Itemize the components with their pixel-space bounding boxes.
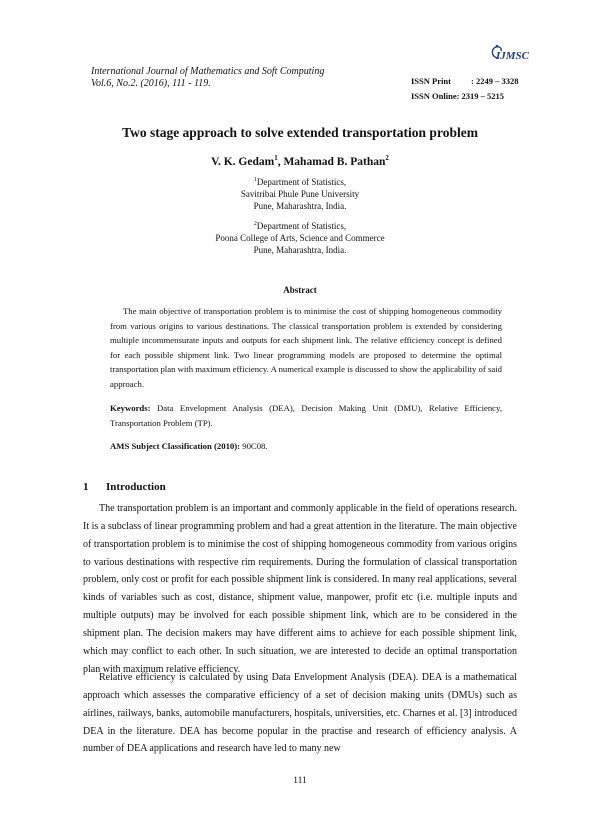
affiliation-2-line2: Poona College of Arts, Science and Commerce [215, 233, 385, 243]
author-2: Mahamad B. Pathan [283, 155, 386, 168]
intro-paragraph-2: Relative efficiency is calculated by using Data Envelopment Analysis (DEA). DEA is a mathematical approach which assesses the comparative efficiency of a set of decision making units (DMUs) such as airlines, railways, banks, automobile manufacturers, hospitals, universities, etc. Charnes et al. [3] introduced DEA in the literature. DEA has become popular in the practise and research of efficiency analysis. A number of DEA applications and research have led to many new [83, 672, 517, 755]
author-line [0, 154, 600, 168]
author-1: V. K. Gedam [211, 155, 275, 168]
abstract-heading: Abstract [283, 285, 317, 295]
issn-print-row [411, 74, 518, 89]
section-title: Introduction [106, 481, 166, 493]
keywords [110, 401, 502, 430]
logo-text: IJMSC [496, 50, 530, 62]
affiliation-2-line1: Department of Statistics, [256, 221, 347, 231]
author-2-mark: 2 [385, 154, 389, 162]
affiliation-1 [0, 174, 600, 212]
affiliation-1-line2: Savitribai Phule Pune University [240, 189, 360, 199]
abstract-text: The main objective of transportation problem is to minimise the cost of shipping homogeneous commodity from various origins to various destinations. The classical transportation problem is extended by considering multiple incommensurate inputs and outputs for each shipment link. The relative efficiency concept is defined for each possible shipment link. Two linear programming models are proposed to determine the optimal transportation plan with maximum efficiency. A numerical example is discussed to show the applicability of said approach. [110, 306, 502, 389]
author-separator: , [277, 155, 284, 168]
journal-name: International Journal of Mathematics and Soft Computing [91, 66, 325, 77]
affiliation-2-line3: Pune, Maharashtra, India. [253, 245, 347, 255]
journal-info [91, 66, 324, 89]
issn-block [411, 74, 518, 104]
affiliation-2-mark: 2 [253, 221, 257, 227]
affiliation-1-line3: Pune, Maharashtra, India. [253, 201, 347, 211]
journal-logo [482, 44, 538, 70]
intro-paragraph-1: The transportation problem is an important and commonly applicable in the field of operations research. It is a subclass of linear programming problem and had a great attention in the literature. The main objective of transportation problem is to minimise the cost of shipping homogeneous commodity from various origins to various destinations with respective rim requirements. During the formulation of classical transportation problem, only cost or profit for each possible shipment link is considered. In many real applications, several kinds of variables such as cost, distance, shipment value, manpower, profit etc (i.e. multiple inputs and multiple outputs) may be involved for each possible shipment link, which are to be considered in the shipment plan. The decision makers may have different aims to achieve for each possible shipment link, which may conflict to each other. In such situation, we are interested to decide an optimal transportation plan with maximum relative efficiency. [83, 503, 517, 675]
volume-info: Vol.6, No.2. (2016), 111 - 119. [91, 77, 211, 89]
issn-print-value: : 2249 – 3328 [471, 76, 519, 86]
section-number: 1 [83, 481, 89, 493]
page-number: 111 [293, 776, 307, 786]
affiliation-1-mark: 1 [253, 177, 257, 183]
ams-label: AMS Subject Classification (2010): [110, 441, 241, 451]
keywords-list: Data Envelopment Analysis (DEA), Decision Making Unit (DMU), Relative Efficiency, Transportation Problem (TP). [110, 403, 502, 428]
paper-title: Two stage approach to solve extended transportation problem [122, 125, 478, 140]
author-1-mark: 1 [274, 154, 278, 162]
ams-value: 90C08. [240, 441, 268, 451]
issn-print-label: ISSN Print [411, 76, 451, 86]
affiliation-1-line1: Department of Statistics, [256, 177, 347, 187]
section-heading [83, 481, 166, 493]
ams-classification [110, 441, 268, 451]
keywords-label: Keywords: [110, 403, 151, 413]
affiliation-2 [0, 218, 600, 256]
issn-online: ISSN Online: 2319 – 5215 [411, 91, 505, 101]
